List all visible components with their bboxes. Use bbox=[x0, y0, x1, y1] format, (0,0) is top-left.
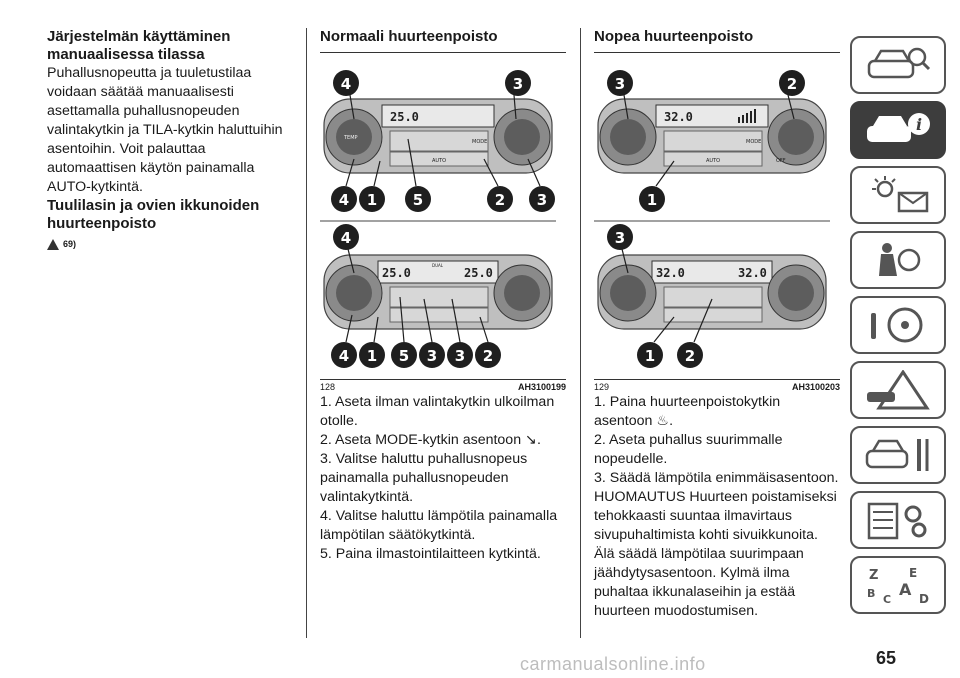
warning-reference[interactable] bbox=[47, 235, 287, 254]
auto-button-label: AUTO bbox=[432, 158, 447, 164]
tab-alphabet-index[interactable] bbox=[850, 556, 946, 614]
figure-128 bbox=[320, 59, 556, 377]
alphabet-index-icon bbox=[863, 565, 933, 605]
tab-car-info[interactable] bbox=[850, 101, 946, 159]
warning-ref-text: 69) bbox=[63, 239, 77, 249]
step-2-suffix: . bbox=[536, 432, 541, 448]
callout-label: 2 bbox=[494, 191, 506, 209]
svg-text:D: D bbox=[919, 592, 929, 605]
svg-text:E: E bbox=[909, 566, 918, 580]
tab-car-search[interactable] bbox=[850, 36, 946, 94]
callout-label: 1 bbox=[644, 347, 656, 365]
tab-car-tools[interactable] bbox=[850, 426, 946, 484]
column-divider bbox=[580, 28, 581, 638]
panel-temp-left: 32.0 bbox=[656, 266, 685, 280]
callout-label: 3 bbox=[512, 75, 524, 93]
warning-icon bbox=[47, 239, 59, 250]
tab-airbag-person[interactable] bbox=[850, 231, 946, 289]
temp-knob-label: TEMP bbox=[344, 135, 358, 141]
step-3: 3. Valitse haluttu puhallusnopeus painamalla puhallusnopeuden valintakytkintä. bbox=[320, 451, 528, 505]
step-1 bbox=[594, 393, 840, 431]
middle-column bbox=[320, 28, 566, 564]
figure-caption bbox=[594, 382, 840, 393]
callout-label: 3 bbox=[614, 75, 626, 93]
figure-code: AH3100199 bbox=[517, 382, 566, 392]
car-info-icon bbox=[863, 110, 933, 150]
lights-mail-icon bbox=[863, 175, 933, 215]
section-heading-normal-defrost: Normaali huurteenpoisto bbox=[320, 28, 498, 45]
section-heading-defrost: Tuulilasin ja ovien ikkunoiden huurteenpoisto bbox=[47, 197, 260, 232]
callout-label: 5 bbox=[398, 347, 410, 365]
panel-temp-display: 32.0 bbox=[664, 110, 693, 124]
airbag-person-icon bbox=[863, 240, 933, 280]
panel-temp-right: 32.0 bbox=[738, 266, 767, 280]
callout-label: 4 bbox=[338, 191, 350, 209]
tab-list-gears[interactable] bbox=[850, 491, 946, 549]
svg-text:B: B bbox=[867, 587, 876, 600]
figure-rule bbox=[320, 379, 566, 380]
callout-label: 4 bbox=[340, 75, 352, 93]
climate-panel-diagram bbox=[594, 59, 830, 377]
callout-label: 3 bbox=[426, 347, 438, 365]
step-2-text: 2. Aseta MODE-kytkin asentoon bbox=[320, 432, 522, 448]
panel-temp-display: 25.0 bbox=[390, 110, 419, 124]
panel-temp-left: 25.0 bbox=[382, 266, 411, 280]
auto-button-label: AUTO bbox=[706, 158, 721, 164]
column-divider bbox=[306, 28, 307, 638]
heading-rule bbox=[594, 52, 840, 53]
step-4: 4. Valitse haluttu lämpötila painamalla lämpötilan säätökytkintä. bbox=[320, 508, 558, 543]
mode-button-label: MODE bbox=[746, 139, 762, 145]
defrost-icon: ♨ bbox=[656, 413, 670, 429]
svg-text:i: i bbox=[916, 115, 923, 134]
tab-steering-key[interactable] bbox=[850, 296, 946, 354]
figure-code: AH3100203 bbox=[791, 382, 840, 392]
steering-key-icon bbox=[863, 305, 933, 345]
callout-label: 5 bbox=[412, 191, 424, 209]
climate-panel-diagram bbox=[320, 59, 556, 377]
step-3: 3. Säädä lämpötila enimmäisasentoon. bbox=[594, 470, 839, 486]
car-search-icon bbox=[863, 45, 933, 85]
figure-129 bbox=[594, 59, 830, 377]
panel-temp-right: 25.0 bbox=[464, 266, 493, 280]
step-5: 5. Paina ilmastointilaitteen kytkintä. bbox=[320, 546, 541, 562]
callout-label: 4 bbox=[340, 229, 352, 247]
section-heading-manual-mode: Järjestelmän käyttäminen manuaalisessa tilassa bbox=[47, 28, 231, 63]
chapter-tabs bbox=[850, 36, 946, 621]
figure-rule bbox=[594, 379, 840, 380]
callout-label: 2 bbox=[684, 347, 696, 365]
callout-label: 1 bbox=[646, 191, 658, 209]
page-number: 65 bbox=[876, 648, 897, 668]
callout-label: 2 bbox=[786, 75, 798, 93]
list-gears-icon bbox=[863, 500, 933, 540]
figure-number: 128 bbox=[320, 382, 336, 392]
step-1-text: 1. Paina huurteenpoistokytkin asentoon bbox=[594, 394, 781, 429]
tab-warning-car[interactable] bbox=[850, 361, 946, 419]
off-button-label: OFF bbox=[776, 158, 786, 164]
callout-label: 2 bbox=[482, 347, 494, 365]
warning-car-icon bbox=[863, 370, 933, 410]
figure-caption bbox=[320, 382, 566, 393]
figure-number: 129 bbox=[594, 382, 610, 392]
watermark: carmanualsonline.info bbox=[520, 654, 706, 674]
callout-label: 4 bbox=[338, 347, 350, 365]
callout-label: 3 bbox=[536, 191, 548, 209]
step-2 bbox=[320, 431, 566, 450]
mode-button-label: MODE bbox=[472, 139, 488, 145]
tab-lights-mail[interactable] bbox=[850, 166, 946, 224]
step-1: 1. Aseta ilman valintakytkin ulkoilman otolle. bbox=[320, 394, 555, 429]
right-column bbox=[594, 28, 840, 621]
heading-rule bbox=[320, 52, 566, 53]
callout-label: 1 bbox=[366, 191, 378, 209]
callout-label: 3 bbox=[614, 229, 626, 247]
callout-label: 3 bbox=[454, 347, 466, 365]
callout-label: 1 bbox=[366, 347, 378, 365]
car-tools-icon bbox=[863, 435, 933, 475]
note: HUOMAUTUS Huurteen poistamiseksi tehokkaasti suuntaa ilmavirtaus sivupuhaltimista kohti sivuikkunoita. Älä säädä lämpötilaa suurimpaan jäähdytysasentoon. Kylmä ilma puhaltaa ikkunalaseihin ja estää huurteen muodostumisen. bbox=[594, 489, 837, 619]
left-column bbox=[47, 28, 287, 254]
manual-mode-text: Puhallusnopeutta ja tuuletustilaa voidaan säätää manuaalisesti asettamalla puhallusnopeuden valintakytkin ja TILA-kytkin haluttuihin asentoihin. Voit palauttaa automaattisen käytön painamalla AUTO-kytkintä. bbox=[47, 65, 283, 195]
step-2: 2. Aseta puhallus suurimmalle nopeudelle. bbox=[594, 432, 783, 467]
mode-defrost-icon: ↘ bbox=[525, 432, 537, 448]
step-1-suffix: . bbox=[669, 413, 674, 429]
svg-text:Z: Z bbox=[869, 568, 879, 583]
svg-text:A: A bbox=[899, 580, 912, 599]
section-heading-fast-defrost: Nopea huurteenpoisto bbox=[594, 28, 754, 45]
dual-label: DUAL bbox=[432, 263, 443, 268]
svg-text:C: C bbox=[883, 593, 892, 605]
